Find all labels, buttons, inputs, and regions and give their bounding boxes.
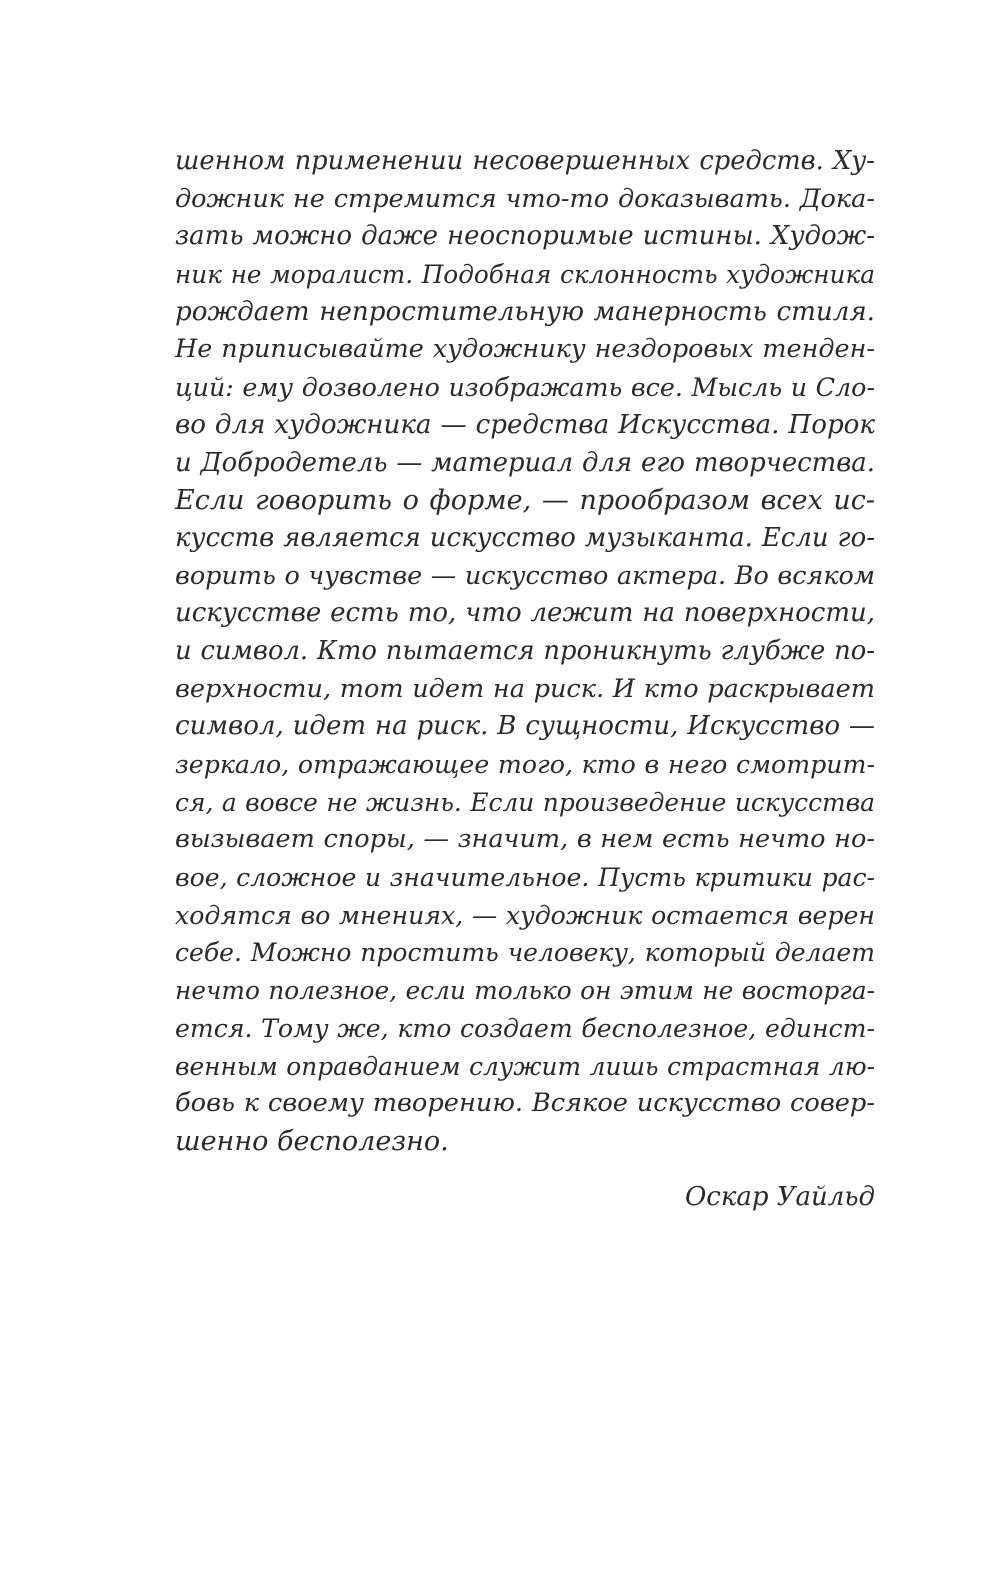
text-line-last: шенно бесполезно. <box>175 1125 449 1157</box>
text-line: и символ. Кто пытается проникнуть глубже по- <box>175 635 875 666</box>
text-line: ций: ему дозволено изображать все. Мысль и Сло- <box>175 372 875 403</box>
text-line: Если говорить о форме, — прообразом всех ис- <box>175 485 875 517</box>
text-line: зеркало, отражающее того, кто в него смотрит- <box>175 750 875 779</box>
text-line: дожник не стремится что-то доказывать. Дока- <box>175 183 875 214</box>
text-line: зать можно даже неоспоримые истины. Худож- <box>175 221 875 252</box>
text-line: ходятся во мнениях, — художник остается верен <box>175 900 875 930</box>
text-line: ется. Тому же, кто создает бесполезное, единст- <box>175 1013 875 1043</box>
body-text <box>175 143 875 1161</box>
text-line: себе. Можно простить человеку, который делает <box>175 938 875 968</box>
text-line: вызывает споры, — значит, в нем есть нечто но- <box>175 824 875 855</box>
author-signature: Оскар Уайльд <box>684 1182 875 1212</box>
text-line: искусстве есть то, что лежит на поверхности, <box>175 598 875 629</box>
text-line: ник не моралист. Подобная склонность художника <box>175 260 875 290</box>
text-line: нечто полезное, если только он этим не восторга- <box>175 976 875 1006</box>
text-line: кусств является искусство музыканта. Если го- <box>175 522 875 553</box>
text-line: рождает непростительную манерность стиля. <box>175 296 875 327</box>
text-line: во для художника — средства Искусства. Порок <box>175 409 875 440</box>
text-line: символ, идет на риск. В сущности, Искусство — <box>175 711 875 742</box>
text-line: вое, сложное и значительное. Пусть критики рас- <box>175 863 875 893</box>
text-line: верхности, тот идет на риск. И кто раскрывает <box>175 673 875 704</box>
text-line: Не приписывайте художнику нездоровых тенден- <box>175 334 875 365</box>
text-line: и Добродетель — материал для его творчества. <box>175 447 875 478</box>
text-line: ворить о чувстве — искусство актера. Во всяком <box>175 560 875 591</box>
text-line: венным оправданием служит лишь страстная лю- <box>175 1051 875 1081</box>
text-line: бовь к своему творению. Всякое искусство совер- <box>175 1088 875 1119</box>
text-line: ся, а вовсе не жизнь. Если произведение искусства <box>175 787 875 817</box>
text-line: шенном применении несовершенных средств. Ху- <box>175 146 875 176</box>
